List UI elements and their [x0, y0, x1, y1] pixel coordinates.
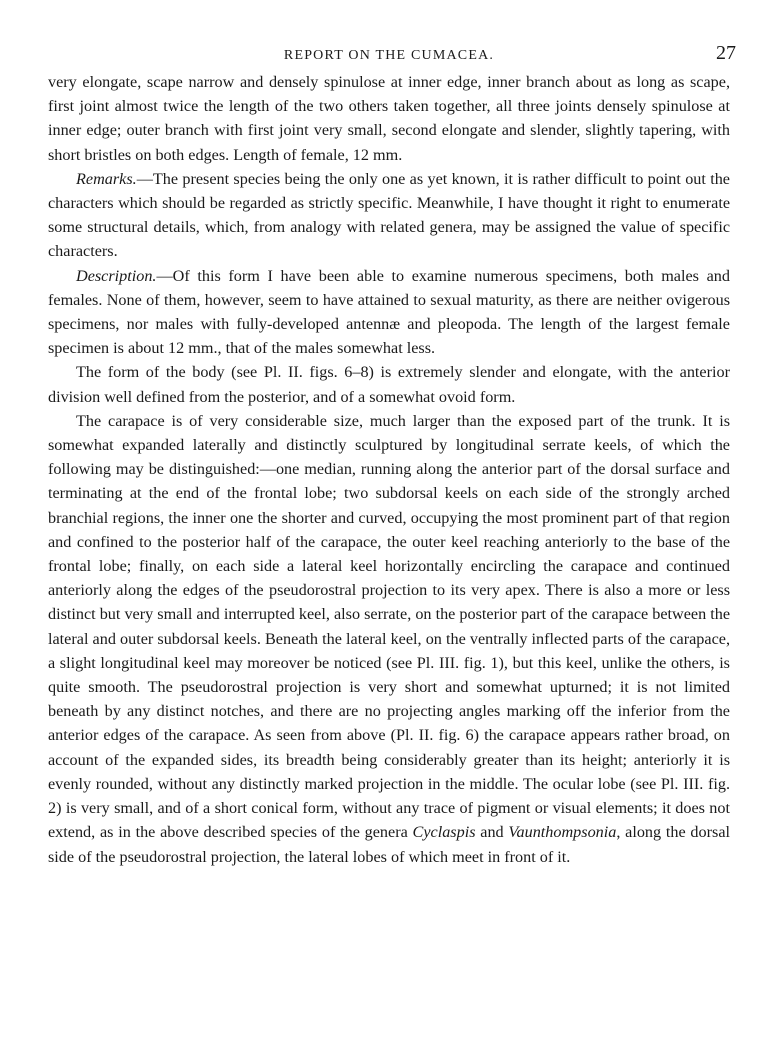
page: [48, 40, 736, 869]
paragraph-text: , along the dorsal side of the pseudorostral projection, the lateral lobes of which meet in front of it.: [48, 823, 730, 866]
page-number: 27: [716, 42, 736, 64]
paragraph-text: very elongate, scape narrow and densely spinulose at inner edge, inner branch about as long as scape, first joint almost twice the length of the two others taken together, all three joints densely spinulose at inner edge; outer branch with first joint very small, second elongate and slender, slightly tapering, with short bristles on both edges. Length of female, 12 mm.: [48, 73, 730, 164]
genus-name: Vaunthompsonia: [508, 823, 617, 842]
paragraph-body-form: [48, 360, 730, 408]
paragraph-text: The form of the body (see Pl. II. figs. 6–8) is extremely slender and elongate, with the anterior division well defined from the posterior, and of a somewhat ovoid form.: [48, 363, 730, 406]
paragraph-text: and: [475, 823, 509, 842]
paragraph-text: The carapace is of very considerable size, much larger than the exposed part of the trunk. It is somewhat expanded laterally and distinctly sculptured by longitudinal serrate keels, of which the following may be distinguished:—one median, running along the anterior part of the dorsal surface and terminating at the end of the frontal lobe; two subdorsal keels on each side of the strongly arched branchial regions, the inner one the shorter and curved, occupying the most prominent part of that region and confined to the posterior half of the carapace, the outer keel reaching anteriorly to the base of the frontal lobe; finally, on each side a lateral keel horizontally encircling the carapace and continued anteriorly along the edges of the pseudorostral projection to its very apex. There is also a more or less distinct but very small and interrupted keel, also serrate, on the posterior part of the carapace between the lateral and outer subdorsal keels. Beneath the lateral keel, on the ventrally inflected parts of the carapace, a slight longitudinal keel may moreover be noticed (see Pl. III. fig. 1), but this keel, unlike the others, is quite smooth. The pseudorostral projection is very short and somewhat upturned; it is not limited beneath by any distinct notches, and there are no projecting angles marking off the inferior from the anterior edges of the carapace. As seen from above (Pl. II. fig. 6) the carapace appears rather broad, on account of the expanded sides, its breadth being considerably greater than its height; anteriorly it is evenly rounded, without any distinctly marked projection in the middle. The ocular lobe (see Pl. III. fig. 2) is very small, and of a short conical form, without any trace of pigment or visual elements; it does not extend, as in the above described species of the genera: [48, 411, 730, 842]
description-label: Description.: [76, 266, 157, 285]
paragraph-text: —Of this form I have been able to examine numerous specimens, both males and females. None of them, however, seem to have attained to sexual maturity, as there are neither ovigerous specimens, nor males with fully-developed antennæ and pleopoda. The length of the largest female specimen is about 12 mm., that of the males somewhat less.: [48, 266, 730, 358]
paragraph-description: [48, 264, 730, 361]
remarks-label: Remarks.: [76, 169, 137, 188]
body-text: [48, 70, 730, 869]
paragraph-continuation: [48, 70, 730, 167]
page-header: [48, 40, 736, 70]
genus-name: Cyclaspis: [412, 823, 476, 842]
paragraph-text: —The present species being the only one as yet known, it is rather difficult to point out the characters which should be regarded as strictly specific. Meanwhile, I have thought it right to enumerate some structural details, which, from analogy with related genera, may be assigned the value of specific characters.: [48, 169, 730, 261]
paragraph-carapace: [48, 409, 730, 869]
running-head: REPORT ON THE CUMACEA.: [283, 48, 495, 63]
paragraph-remarks: [48, 167, 730, 264]
